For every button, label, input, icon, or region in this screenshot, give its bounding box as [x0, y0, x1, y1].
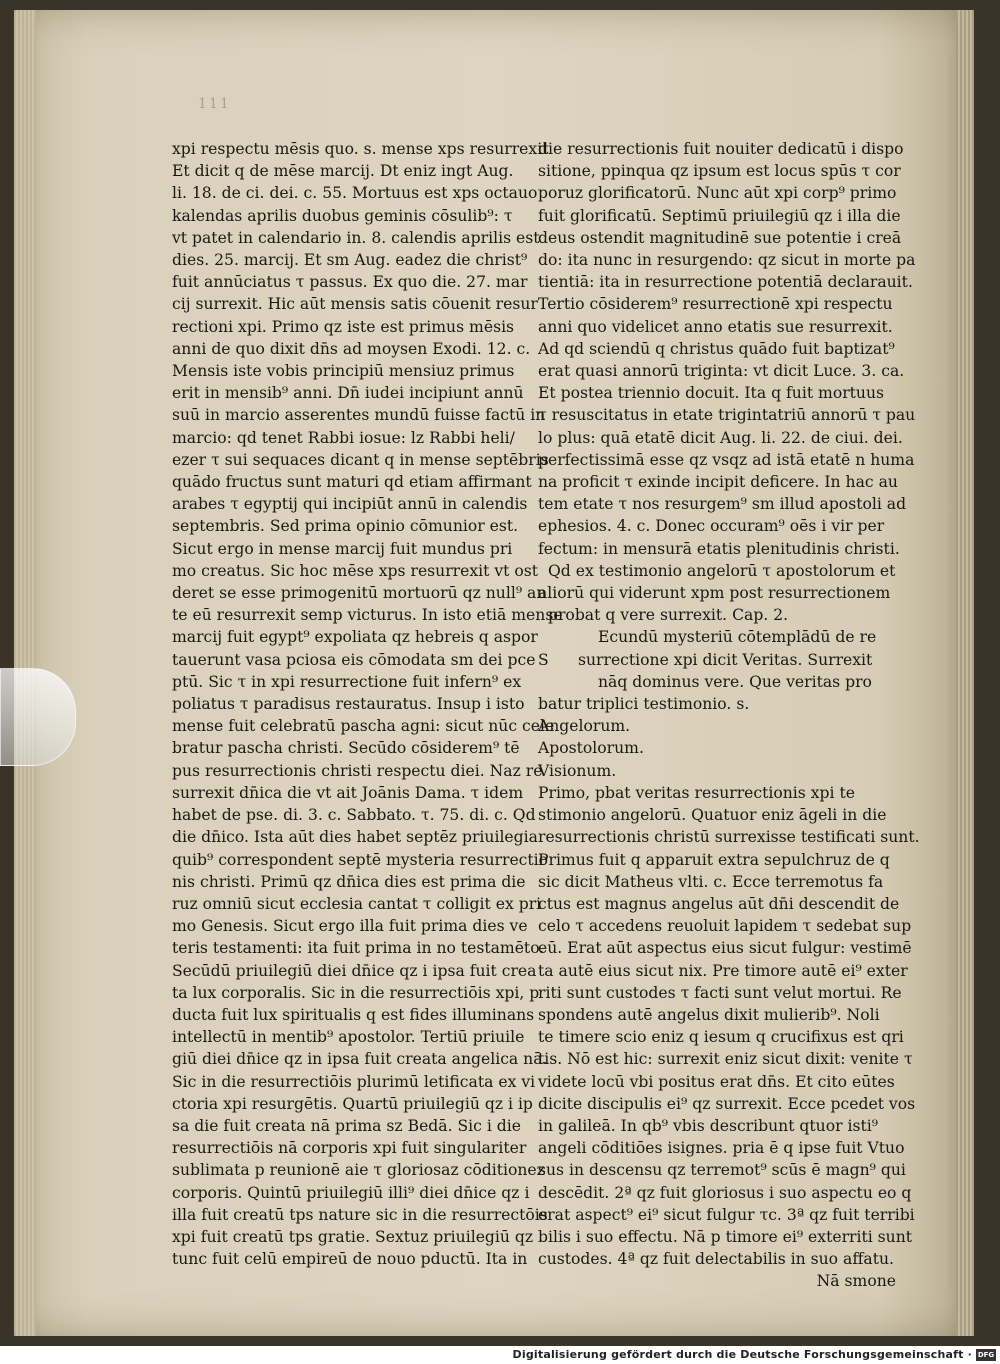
text-line: Sic in die resurrectiōis plurimū letificata ex vi — [172, 1072, 536, 1091]
text-line: arabes τ egyptij qui incipiūt annū in calendis — [172, 495, 528, 514]
page-edges — [956, 10, 974, 1336]
running-head: 111 — [198, 96, 231, 112]
text-line: custodes. 4ª qz fuit delectabilis in suo affatu. — [538, 1250, 894, 1269]
text-line: anni de quo dixit dn̄s ad moysen Exodi. 12. c. — [172, 339, 531, 358]
text-line: rectioni xpi. Primo qz iste est primus mēsis — [172, 317, 515, 336]
right-column-part-a — [538, 138, 916, 626]
text-line: sa die fuit creata nā prima sz Bedā. Sic i die — [172, 1116, 521, 1135]
text-line: deret se esse primogenitū mortuorū qz null⁹ an — [172, 584, 547, 603]
page-clip — [0, 668, 76, 766]
text-line-content: surrectione xpi dicit Veritas. Surrexit — [578, 650, 873, 669]
text-line: te eū resurrexit semp victurus. In isto etiā mense — [172, 606, 563, 625]
text-line: perfectissimā esse qz vsqz ad istā etatē n huma — [538, 450, 915, 469]
text-line: cij surrexit. Hic aūt mensis satis cōuenit resur — [172, 295, 538, 314]
text-line: teris testamenti: ita fuit prima in no testamēto. — [172, 939, 545, 958]
text-line: ephesios. 4. c. Donec occuram⁹ oēs i vir per — [538, 517, 885, 536]
catchword: Nā smone — [816, 1272, 896, 1291]
text-line: mo Genesis. Sicut ergo illa fuit prima dies ve — [172, 917, 528, 936]
text-line: sic dicit Matheus vlti. c. Ecce terremotus fa — [538, 872, 884, 891]
text-line: tem etate τ nos resurgem⁹ sm illud apostoli ad — [538, 495, 907, 514]
text-line: te timere scio eniz q iesum q crucifixus est qri — [538, 1028, 904, 1047]
text-line: Visionum. — [538, 761, 617, 780]
text-line: Primus fuit q apparuit extra sepulchruz de q — [538, 850, 890, 869]
text-line: ruz omniū sicut ecclesia cantat τ colligit ex pri — [172, 894, 542, 913]
text-line: surrexit dn̄ica die vt ait Joānis Dama. τ idem — [172, 783, 524, 802]
text-line: xpi respectu mēsis quo. s. mense xps resurrexit — [172, 140, 549, 158]
text-line: tauerunt vasa pciosa eis cōmodata sm dei pce — [172, 650, 536, 669]
right-text-column — [538, 138, 920, 1293]
text-line: illa fuit creatū tps nature sic in die resurrectōis — [172, 1205, 548, 1224]
text-line: fectum: in mensurā etatis plenitudinis christi. — [538, 539, 900, 558]
text-line: Ecundū mysteriū cōtemplādū de re — [598, 628, 877, 647]
text-line: Ad qd sciendū q christus quādo fuit baptizat⁹ — [538, 339, 895, 358]
text-line: angeli cōditiōes isignes. pria ē q ipse fuit Vtuo — [538, 1139, 905, 1158]
text-line: spondens autē angelus dixit mulierib⁹. Noli — [538, 1005, 880, 1024]
text-line: giū diei dn̄ice qz in ipsa fuit creata angelica nā. — [172, 1050, 548, 1069]
text-line: tis. Nō est hic: surrexit eniz sicut dixit: venite τ — [538, 1050, 913, 1069]
text-line: marcij fuit egypt⁹ expoliata qz hebreis q aspor — [172, 628, 538, 647]
dfg-logo-icon: DFG — [977, 1351, 995, 1359]
text-line: quādo fructus sunt maturi qd etiam affirmant — [172, 473, 532, 492]
text-line: ezer τ sui sequaces dicant q in mense septēbris — [172, 450, 549, 469]
text-line: bratur pascha christi. Secūdo cōsiderem⁹ tē — [172, 739, 520, 758]
right-column-chapter-opening — [538, 626, 902, 693]
text-line: sitione, ppinqua qz ipsum est locus spūs τ cor — [538, 162, 901, 181]
text-line: nis christi. Primū qz dn̄ica dies est prima die — [172, 872, 526, 891]
text-line: die dn̄ico. Ista aūt dies habet septēz priuilegia — [172, 828, 538, 847]
text-line: dies. 25. marcij. Et sm Aug. eadez die christ⁹ — [172, 251, 528, 270]
text-line: probat q vere surrexit. Cap. 2. — [548, 606, 789, 625]
text-line: riti sunt custodes τ facti sunt velut mortui. Re — [538, 983, 902, 1002]
text-line: Sicut ergo in mense marcij fuit mundus pri — [172, 539, 513, 558]
text-line: Angelorum. — [538, 717, 631, 736]
text-line: erat aspect⁹ ei⁹ sicut fulgur τc. 3ª qz fuit terribi — [538, 1205, 915, 1224]
text-line: poruz glorificatorū. Nunc aūt xpi corp⁹ primo — [538, 184, 897, 203]
text-line: descēdit. 2ª qz fuit gloriosus i suo aspectu eo q — [538, 1183, 912, 1202]
text-line: ptū. Sic τ in xpi resurrectione fuit infern⁹ ex — [172, 672, 522, 691]
text-line: fuit glorificatū. Septimū priuilegiū qz i illa die — [538, 206, 901, 225]
text-line: Secūdū priuilegiū diei dn̄ice qz i ipsa fuit crea — [172, 961, 537, 980]
funding-credit: Digitalisierung gefördert durch die Deutsche Forschungsgemeinschaft · — [512, 1348, 972, 1361]
digitization-footer — [0, 1346, 1000, 1364]
text-line: vt patet in calendario in. 8. calendis aprilis est — [172, 228, 540, 247]
text-line: in galileā. In qb⁹ vbis describunt qtuor isti⁹ — [538, 1116, 879, 1135]
text-line: do: ita nunc in resurgendo: qz sicut in morte pa — [538, 251, 916, 270]
text-line: die resurrectionis fuit nouiter dedicatū i dispo — [538, 140, 904, 158]
text-line: lo plus: quā etatē dicit Aug. li. 22. de ciui. dei. — [538, 428, 903, 447]
text-line: kalendas aprilis duobus geminis cōsulib⁹: τ — [172, 206, 513, 225]
text-line: eū. Erat aūt aspectus eius sicut fulgur: vestimē — [538, 939, 912, 958]
right-column-part-c — [538, 693, 920, 1270]
text-line: ta lux corporalis. Sic in die resurrectiōis xpi, p — [172, 983, 540, 1002]
text-line: li. 18. de ci. dei. c. 55. Mortuus est xps octauo — [172, 184, 538, 203]
text-line: xpi fuit creatū tps gratie. Sextuz priuilegiū qz — [172, 1227, 534, 1246]
text-line: pus resurrectionis christi respectu diei. Naz re — [172, 761, 543, 780]
text-line: intellectū in mentib⁹ apostolor. Tertiū priuile — [172, 1028, 525, 1047]
text-line — [538, 649, 902, 671]
text-line: habet de pse. di. 3. c. Sabbato. τ. 75. di. c. Qd — [172, 806, 536, 825]
text-line: nāq dominus vere. Que veritas pro — [598, 672, 872, 691]
text-line: Et postea triennio docuit. Ita q fuit mortuus — [538, 384, 885, 403]
text-line: mo creatus. Sic hoc mēse xps resurrexit vt ost — [172, 561, 539, 580]
text-line: ducta fuit lux spiritualis q est fides illuminans — [172, 1005, 535, 1024]
text-line: resurrectiōis nā corporis xpi fuit singulariter — [172, 1139, 527, 1158]
text-line: dicite discipulis ei⁹ qz surrexit. Ecce pcedet vos — [538, 1094, 916, 1113]
text-line: sus in descensu qz terremot⁹ scūs ē magn⁹ qui — [538, 1161, 906, 1180]
text-line: videte locū vbi positus erat dn̄s. Et cito eūtes — [538, 1072, 895, 1091]
text-line: ta autē eius sicut nix. Pre timore autē ei⁹ exter — [538, 961, 908, 980]
text-line: corporis. Quintū priuilegiū illi⁹ diei dn̄ice qz i — [172, 1183, 530, 1202]
text-line: resurrectionis christū surrexisse testificati sunt. — [538, 828, 920, 847]
text-line: ctoria xpi resurgētis. Quartū priuilegiū qz i ip — [172, 1094, 533, 1113]
text-line: aliorū qui viderunt xpm post resurrectionem — [538, 584, 891, 603]
drop-initial-guide: S — [538, 650, 549, 669]
text-line: tunc fuit celū empireū de nouo pductū. Ita in — [172, 1250, 528, 1269]
text-line: anni quo videlicet anno etatis sue resurrexit. — [538, 317, 893, 336]
text-line: Tertio cōsiderem⁹ resurrectionē xpi respectu — [538, 295, 893, 314]
text-line: stimonio angelorū. Quatuor eniz āgeli in die — [538, 806, 887, 825]
text-line: fuit annūciatus τ passus. Ex quo die. 27. mar — [172, 273, 528, 292]
text-line: Primo, pbat veritas resurrectionis xpi te — [538, 783, 855, 802]
text-line: Mensis iste vobis principiū mensiuz primus — [172, 362, 515, 381]
text-line: marcio: qd tenet Rabbi iosue: lz Rabbi heli/ — [172, 428, 515, 447]
left-text-column — [172, 138, 563, 1270]
text-line: ctus est magnus angelus aūt dn̄i descendit de — [538, 894, 900, 913]
text-line: τ resuscitatus in etate trigintatriū annorū τ pau — [538, 406, 916, 425]
text-line: deus ostendit magnitudinē sue potentie i creā — [538, 228, 902, 247]
text-line: Et dicit q de mēse marcij. Dt eniz ingt Aug. — [172, 162, 514, 181]
text-line: celo τ accedens reuoluit lapidem τ sedebat sup — [538, 917, 912, 936]
text-line: sublimata p reunionē aie τ gloriosaz cōditionez — [172, 1161, 545, 1180]
text-line: tientiā: ita in resurrectione potentiā declarauit. — [538, 273, 913, 292]
text-line: Qd ex testimonio angelorū τ apostolorum et — [548, 561, 896, 580]
text-line: erit in mensib⁹ anni. Dn̄ iudei incipiunt annū — [172, 384, 524, 403]
text-line: batur triplici testimonio. s. — [538, 695, 750, 714]
text-line: bilis i suo effectu. Nā p timore ei⁹ exterriti sunt — [538, 1227, 913, 1246]
text-line: na proficit τ exinde incipit deficere. In hac au — [538, 473, 898, 492]
text-line: Apostolorum. — [538, 739, 644, 758]
text-line: septembris. Sed prima opinio cōmunior est. — [172, 517, 519, 536]
text-line: suū in marcio asserentes mundū fuisse factū in — [172, 406, 546, 425]
text-line: poliatus τ paradisus restauratus. Insup i isto — [172, 695, 525, 714]
text-line: mense fuit celebratū pascha agni: sicut nūc cele — [172, 717, 555, 736]
text-line: erat quasi annorū triginta: vt dicit Luce. 3. ca. — [538, 362, 905, 381]
text-line: quib⁹ correspondent septē mysteria resurrectio — [172, 850, 549, 869]
